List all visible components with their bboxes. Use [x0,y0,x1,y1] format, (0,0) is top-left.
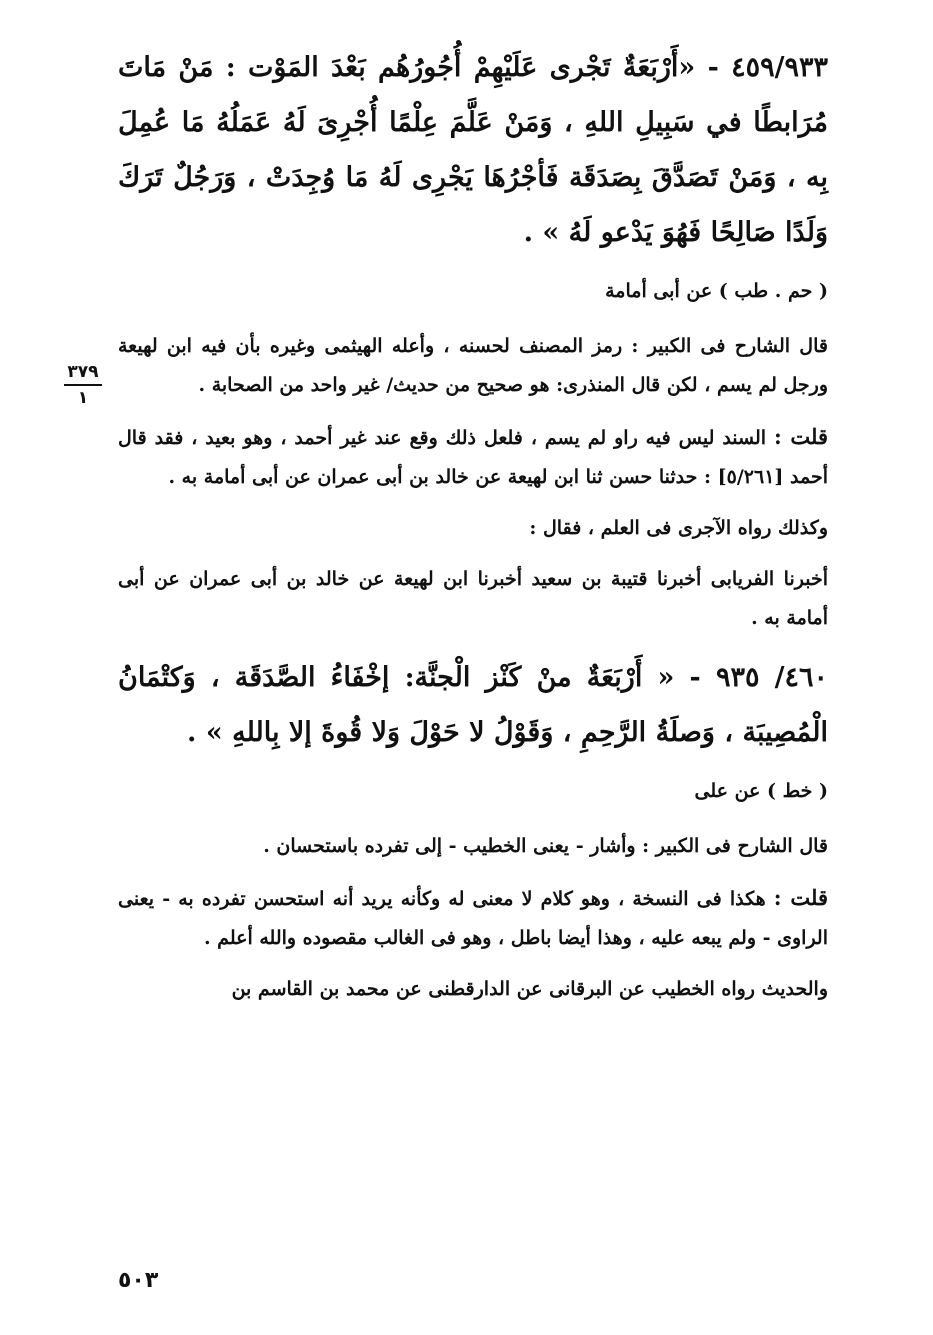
qult-lead-1: قلت : [773,424,828,449]
hadith-459-source: ( حم . طب ) عن أبى أمامة [605,280,828,302]
qult-text-1: السند ليس فيه راو لم يسم ، فلعل ذلك وقع عند غير أحمد ، وهو بعيد ، فقد قال أحمد [٥/٢٦١] : حدثنا حسن ثنا ابن لهيعة عن خالد بن أبى عمران عن أبى أمامة به . [118,427,828,488]
margin-ref-top: ٣٧٩ [67,362,99,382]
text-column [118,40,828,1009]
sharih-comment-2: قال الشارح فى الكبير : وأشار - يعنى الخطيب - إلى تفرده باستحسان . [263,835,828,857]
page-number: ٥٠٣ [118,1268,159,1293]
margin-reference [60,362,106,408]
hadith-460-source: ( خط ) عن على [694,780,828,802]
ajurri-line: وكذلك رواه الآجرى فى العلم ، فقال : [529,517,828,539]
hadith-460: ٤٦٠/ ٩٣٥ - « أَرْبَعَةٌ منْ كَنْز الْجنَّة: إخْفَاءُ الصَّدَقَة ، وَكتْمَانُ الْمُصِيبَة ، وَصلَةُ الرَّحِمِ ، وَقَوْلُ لا حَوْلَ وَلا قُوةَ إلا بِاللهِ » . [118,662,829,748]
qult-text-2: هكذا فى النسخة ، وهو كلام لا معنى له وكأنه يريد أنه استحسن تفرده به - يعنى الراوى - ولم يبعه عليه ، وهذا أيضا باطل ، وهو فى الغالب مقصوده والله أعلم . [118,888,828,949]
khatib-chain: والحديث رواه الخطيب عن البرقانى عن الدارقطنى عن محمد بن القاسم بن [231,978,828,1000]
qult-comment-2 [118,878,828,958]
firyabi-chain: أخبرنا الفريابى أخبرنا قتيبة بن سعيد أخبرنا ابن لهيعة عن خالد بن أبى عمران عن أبى أمامة به . [118,568,828,629]
margin-ref-divider [64,384,102,386]
qult-comment-1 [118,417,828,497]
sharih-comment-1: قال الشارح فى الكبير : رمز المصنف لحسنه ، وأعله الهيثمى وغيره بأن فيه ابن لهيعة ورجل لم يسم ، لكن قال المنذرى: هو صحيح من حديث/ غير واحد من الصحابة . [118,335,828,396]
qult-lead-2: قلت : [773,885,828,910]
margin-ref-bottom: ١ [77,388,89,408]
hadith-459: ٤٥٩/٩٣٣ - «أَرْبَعَةٌ تَجْرى عَلَيْهِمْ أُجُورُهُم بَعْدَ المَوْت : مَنْ مَاتَ مُرَابطًا في سَبِيلِ اللهِ ، وَمَنْ عَلَّمَ عِلْمًا أُجْرِىَ لَهُ عَمَلُهُ مَا عُمِلَ بِه ، وَمَنْ تَصَدَّقَ بِصَدَقَة فَأجْرُهَا يَجْرِى لَهُ مَا وُجِدَتْ ، وَرَجُلٌ تَرَكَ وَلَدًا صَالِحًا فَهُوَ يَدْعو لَهُ » . [118,52,828,248]
